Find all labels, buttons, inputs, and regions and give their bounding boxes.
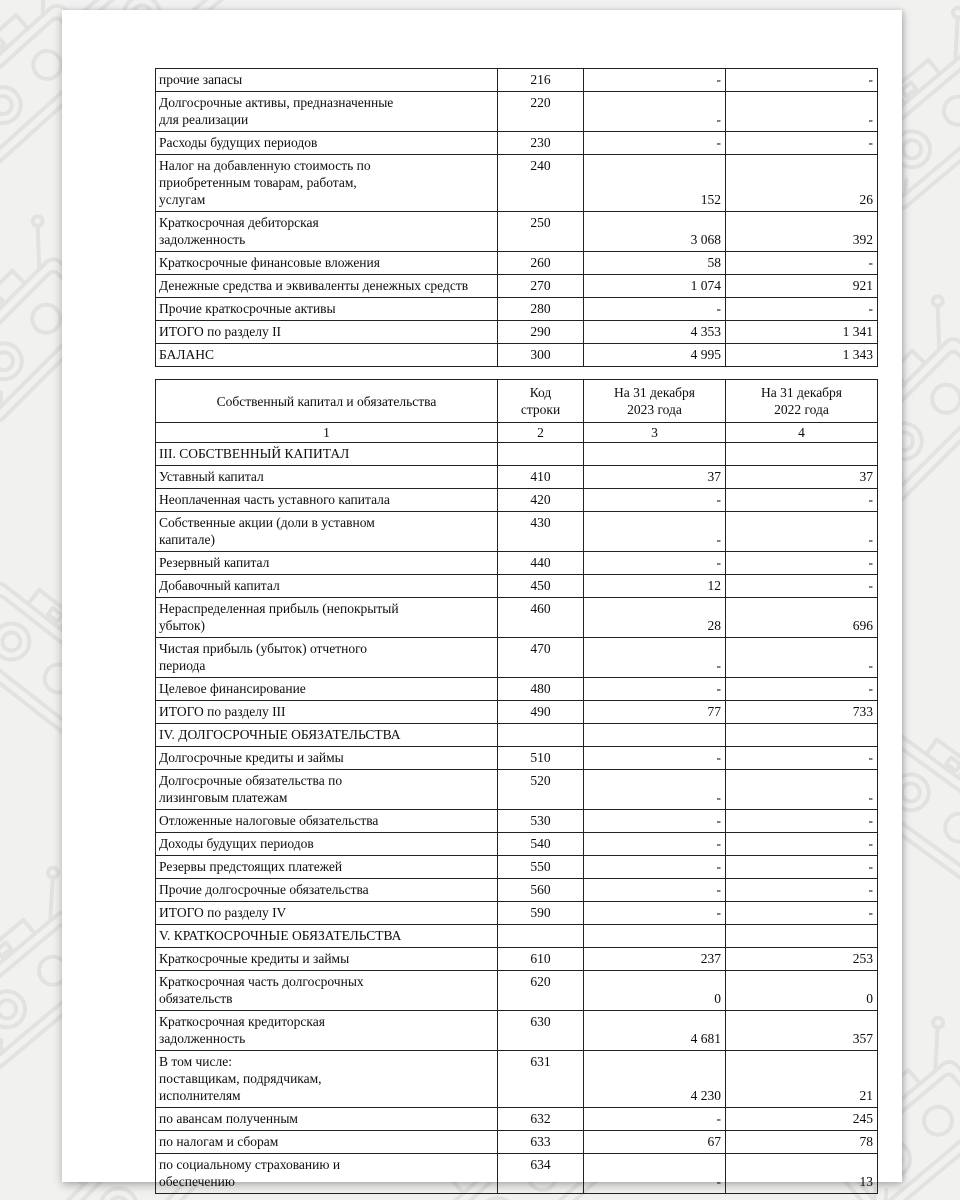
row-code-cell: 530 xyxy=(498,810,584,833)
table-row xyxy=(156,856,878,879)
row-label-cell: по налогам и сборам xyxy=(156,1131,498,1154)
row-label-cell: Долгосрочные обязательства по лизинговым платежам xyxy=(156,770,498,810)
row-value-2022-cell: - xyxy=(726,902,878,925)
row-label-cell: Резервы предстоящих платежей xyxy=(156,856,498,879)
row-value-2022-cell: - xyxy=(726,298,878,321)
table-row xyxy=(156,132,878,155)
row-label-cell: IV. ДОЛГОСРОЧНЫЕ ОБЯЗАТЕЛЬСТВА xyxy=(156,724,498,747)
row-label-cell: Нераспределенная прибыль (непокрытый убыток) xyxy=(156,598,498,638)
row-value-2023-cell: - xyxy=(584,1154,726,1194)
row-value-2022-cell: 37 xyxy=(726,466,878,489)
table-row xyxy=(156,948,878,971)
row-code-cell: 550 xyxy=(498,856,584,879)
row-value-2022-cell: 392 xyxy=(726,212,878,252)
table-row xyxy=(156,747,878,770)
row-code-cell: 230 xyxy=(498,132,584,155)
row-code-cell: 216 xyxy=(498,69,584,92)
row-code-cell: 560 xyxy=(498,879,584,902)
equity-liabilities-table xyxy=(155,379,878,1194)
column-number: 3 xyxy=(584,423,726,443)
row-value-2022-cell: - xyxy=(726,132,878,155)
table-row xyxy=(156,321,878,344)
row-value-2023-cell: - xyxy=(584,747,726,770)
row-label-cell: Целевое финансирование xyxy=(156,678,498,701)
row-label-cell: Краткосрочная кредиторская задолженность xyxy=(156,1011,498,1051)
row-value-2022-cell xyxy=(726,724,878,747)
table-row xyxy=(156,1051,878,1108)
row-label-cell: Краткосрочные кредиты и займы xyxy=(156,948,498,971)
row-code-cell: 470 xyxy=(498,638,584,678)
header-code-column: Код строки xyxy=(498,380,584,423)
equity-table-body xyxy=(156,443,878,1194)
row-value-2023-cell: 4 353 xyxy=(584,321,726,344)
row-code-cell: 540 xyxy=(498,833,584,856)
row-value-2023-cell: - xyxy=(584,92,726,132)
row-label-cell: Добавочный капитал xyxy=(156,575,498,598)
row-value-2022-cell: - xyxy=(726,489,878,512)
row-code-cell: 220 xyxy=(498,92,584,132)
row-value-2022-cell: 733 xyxy=(726,701,878,724)
row-code-cell: 460 xyxy=(498,598,584,638)
header-date-2022: На 31 декабря 2022 года xyxy=(726,380,878,423)
table-row xyxy=(156,678,878,701)
row-code-cell xyxy=(498,443,584,466)
row-value-2022-cell: 1 343 xyxy=(726,344,878,367)
row-label-cell: Краткосрочная часть долгосрочных обязательств xyxy=(156,971,498,1011)
row-label-cell: прочие запасы xyxy=(156,69,498,92)
table-row xyxy=(156,598,878,638)
row-label-cell: Краткосрочная дебиторская задолженность xyxy=(156,212,498,252)
row-value-2023-cell: 4 995 xyxy=(584,344,726,367)
row-value-2022-cell: 0 xyxy=(726,971,878,1011)
table-row xyxy=(156,92,878,132)
row-code-cell: 420 xyxy=(498,489,584,512)
row-label-cell: В том числе: поставщикам, подрядчикам, исполнителям xyxy=(156,1051,498,1108)
row-value-2022-cell: 357 xyxy=(726,1011,878,1051)
row-value-2022-cell: 696 xyxy=(726,598,878,638)
table-row xyxy=(156,512,878,552)
row-value-2022-cell: 245 xyxy=(726,1108,878,1131)
row-value-2023-cell: 28 xyxy=(584,598,726,638)
table-row xyxy=(156,1154,878,1194)
row-value-2022-cell: - xyxy=(726,678,878,701)
row-label-cell: ИТОГО по разделу III xyxy=(156,701,498,724)
row-value-2023-cell: - xyxy=(584,69,726,92)
row-value-2023-cell: 1 074 xyxy=(584,275,726,298)
row-value-2022-cell: 921 xyxy=(726,275,878,298)
row-value-2023-cell xyxy=(584,724,726,747)
table-row xyxy=(156,701,878,724)
row-code-cell: 630 xyxy=(498,1011,584,1051)
row-value-2022-cell: - xyxy=(726,92,878,132)
row-value-2023-cell: 58 xyxy=(584,252,726,275)
row-value-2022-cell xyxy=(726,925,878,948)
row-value-2023-cell: 237 xyxy=(584,948,726,971)
table-row xyxy=(156,971,878,1011)
table-row xyxy=(156,275,878,298)
row-code-cell: 490 xyxy=(498,701,584,724)
table-row xyxy=(156,489,878,512)
row-code-cell: 270 xyxy=(498,275,584,298)
row-code-cell: 520 xyxy=(498,770,584,810)
row-code-cell: 250 xyxy=(498,212,584,252)
table-row xyxy=(156,298,878,321)
page-content xyxy=(155,68,878,1194)
row-value-2022-cell: - xyxy=(726,69,878,92)
row-value-2023-cell: - xyxy=(584,856,726,879)
row-code-cell: 430 xyxy=(498,512,584,552)
row-label-cell: Собственные акции (доли в уставном капитале) xyxy=(156,512,498,552)
row-value-2022-cell: 253 xyxy=(726,948,878,971)
row-label-cell: Налог на добавленную стоимость по приобретенным товарам, работам, услугам xyxy=(156,155,498,212)
row-value-2022-cell: - xyxy=(726,252,878,275)
row-label-cell: Уставный капитал xyxy=(156,466,498,489)
row-code-cell: 290 xyxy=(498,321,584,344)
row-value-2023-cell: 0 xyxy=(584,971,726,1011)
row-code-cell: 620 xyxy=(498,971,584,1011)
row-label-cell: Отложенные налоговые обязательства xyxy=(156,810,498,833)
row-label-cell: по социальному страхованию и обеспечению xyxy=(156,1154,498,1194)
row-value-2023-cell: - xyxy=(584,132,726,155)
row-value-2023-cell: 152 xyxy=(584,155,726,212)
row-value-2022-cell xyxy=(726,443,878,466)
table-row xyxy=(156,252,878,275)
row-label-cell: III. СОБСТВЕННЫЙ КАПИТАЛ xyxy=(156,443,498,466)
row-label-cell: Резервный капитал xyxy=(156,552,498,575)
row-code-cell: 631 xyxy=(498,1051,584,1108)
row-value-2022-cell: - xyxy=(726,810,878,833)
row-label-cell: Прочие долгосрочные обязательства xyxy=(156,879,498,902)
column-numbering-row xyxy=(156,423,878,443)
table-row xyxy=(156,810,878,833)
row-label-cell: Неоплаченная часть уставного капитала xyxy=(156,489,498,512)
row-value-2023-cell: - xyxy=(584,512,726,552)
row-value-2022-cell: - xyxy=(726,747,878,770)
row-code-cell xyxy=(498,724,584,747)
row-label-cell: Прочие краткосрочные активы xyxy=(156,298,498,321)
row-value-2023-cell: - xyxy=(584,1108,726,1131)
row-value-2023-cell: 12 xyxy=(584,575,726,598)
row-value-2023-cell: - xyxy=(584,552,726,575)
row-value-2023-cell: - xyxy=(584,678,726,701)
assets-continuation-table xyxy=(155,68,878,367)
row-value-2022-cell: - xyxy=(726,552,878,575)
row-code-cell: 510 xyxy=(498,747,584,770)
table-row xyxy=(156,1131,878,1154)
row-label-cell: Долгосрочные активы, предназначенные для реализации xyxy=(156,92,498,132)
row-value-2023-cell: - xyxy=(584,638,726,678)
table-row xyxy=(156,1108,878,1131)
row-label-cell: ИТОГО по разделу IV xyxy=(156,902,498,925)
column-number: 1 xyxy=(156,423,498,443)
row-code-cell: 633 xyxy=(498,1131,584,1154)
table-row xyxy=(156,879,878,902)
row-code-cell: 632 xyxy=(498,1108,584,1131)
table-row xyxy=(156,902,878,925)
row-value-2023-cell: - xyxy=(584,879,726,902)
row-code-cell: 450 xyxy=(498,575,584,598)
row-code-cell: 610 xyxy=(498,948,584,971)
row-value-2023-cell: 67 xyxy=(584,1131,726,1154)
row-value-2023-cell xyxy=(584,925,726,948)
table-row xyxy=(156,575,878,598)
row-label-cell: по авансам полученным xyxy=(156,1108,498,1131)
row-value-2022-cell: - xyxy=(726,770,878,810)
row-value-2022-cell: - xyxy=(726,638,878,678)
row-label-cell: V. КРАТКОСРОЧНЫЕ ОБЯЗАТЕЛЬСТВА xyxy=(156,925,498,948)
row-label-cell: Денежные средства и эквиваленты денежных средств xyxy=(156,275,498,298)
row-value-2023-cell: - xyxy=(584,489,726,512)
row-value-2023-cell: - xyxy=(584,770,726,810)
section-header-row xyxy=(156,724,878,747)
row-value-2022-cell: 1 341 xyxy=(726,321,878,344)
row-value-2023-cell: - xyxy=(584,833,726,856)
row-label-cell: Чистая прибыль (убыток) отчетного периода xyxy=(156,638,498,678)
row-value-2022-cell: - xyxy=(726,856,878,879)
column-number: 4 xyxy=(726,423,878,443)
row-value-2023-cell: 4 681 xyxy=(584,1011,726,1051)
document-page xyxy=(62,10,902,1189)
table-row xyxy=(156,344,878,367)
header-section-title: Собственный капитал и обязательства xyxy=(156,380,498,423)
row-label-cell: Долгосрочные кредиты и займы xyxy=(156,747,498,770)
row-value-2022-cell: - xyxy=(726,879,878,902)
row-value-2023-cell: 37 xyxy=(584,466,726,489)
row-value-2022-cell: - xyxy=(726,575,878,598)
row-value-2023-cell: - xyxy=(584,298,726,321)
row-code-cell: 260 xyxy=(498,252,584,275)
section-header-row xyxy=(156,925,878,948)
table-row xyxy=(156,770,878,810)
row-value-2023-cell: 3 068 xyxy=(584,212,726,252)
row-value-2022-cell: - xyxy=(726,512,878,552)
table-row xyxy=(156,833,878,856)
row-value-2022-cell: 21 xyxy=(726,1051,878,1108)
row-code-cell: 240 xyxy=(498,155,584,212)
row-value-2022-cell: 13 xyxy=(726,1154,878,1194)
section-header-row xyxy=(156,443,878,466)
equity-table-header-row xyxy=(156,380,878,423)
row-value-2022-cell: 78 xyxy=(726,1131,878,1154)
table-row xyxy=(156,212,878,252)
row-label-cell: БАЛАНС xyxy=(156,344,498,367)
row-value-2023-cell: - xyxy=(584,902,726,925)
header-date-2023: На 31 декабря 2023 года xyxy=(584,380,726,423)
row-code-cell: 590 xyxy=(498,902,584,925)
row-code-cell: 634 xyxy=(498,1154,584,1194)
row-value-2023-cell: - xyxy=(584,810,726,833)
row-code-cell: 440 xyxy=(498,552,584,575)
row-value-2022-cell: 26 xyxy=(726,155,878,212)
table-row xyxy=(156,638,878,678)
row-code-cell: 410 xyxy=(498,466,584,489)
row-label-cell: Краткосрочные финансовые вложения xyxy=(156,252,498,275)
table-row xyxy=(156,1011,878,1051)
row-value-2023-cell: 77 xyxy=(584,701,726,724)
row-code-cell: 300 xyxy=(498,344,584,367)
row-label-cell: Расходы будущих периодов xyxy=(156,132,498,155)
row-value-2022-cell: - xyxy=(726,833,878,856)
row-code-cell: 480 xyxy=(498,678,584,701)
row-value-2023-cell xyxy=(584,443,726,466)
row-label-cell: ИТОГО по разделу II xyxy=(156,321,498,344)
table-row xyxy=(156,466,878,489)
row-value-2023-cell: 4 230 xyxy=(584,1051,726,1108)
row-code-cell: 280 xyxy=(498,298,584,321)
row-label-cell: Доходы будущих периодов xyxy=(156,833,498,856)
table-row xyxy=(156,552,878,575)
table-row xyxy=(156,69,878,92)
row-code-cell xyxy=(498,925,584,948)
table-row xyxy=(156,155,878,212)
assets-table-body xyxy=(156,69,878,367)
column-number: 2 xyxy=(498,423,584,443)
